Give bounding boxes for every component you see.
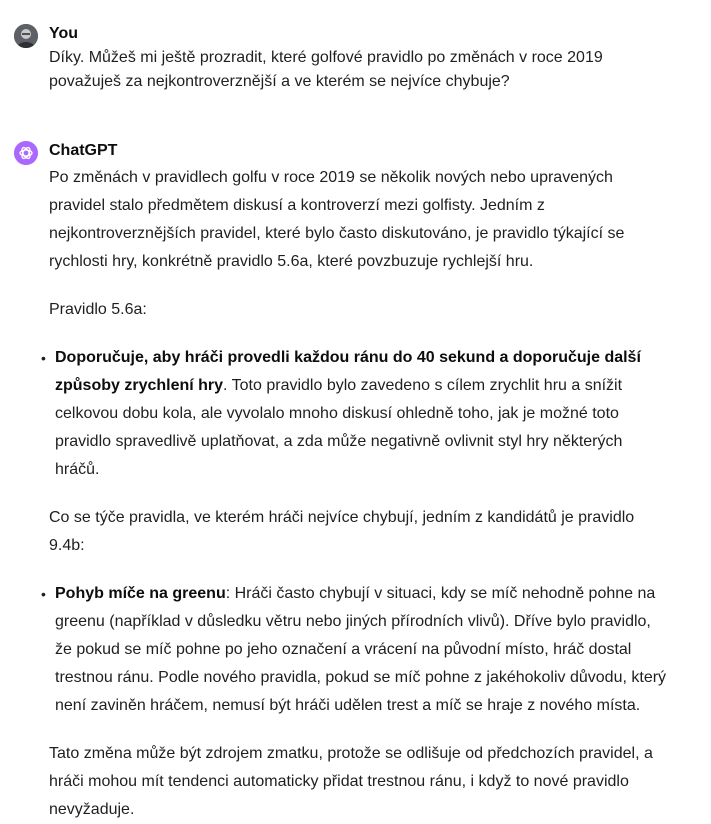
second-paragraph: Co se týče pravidla, ve kterém hráči nejvíce chybují, jedním z kandidátů je pravidlo 9.4b: <box>49 509 635 554</box>
user-message-text: Díky. Můžeš mi ještě prozradit, které golfové pravidlo po změnách v roce 2019 považuješ za nejkontroverznější a ve kterém se nejvíce chybuje? <box>49 49 603 90</box>
rule-5-6a-list <box>41 344 669 484</box>
bullet2-bold: Pohyb míče na greenu <box>55 585 226 602</box>
list-item <box>41 344 669 484</box>
bullet1-bold: Doporučuje, aby hráči provedli každou ránu do 40 sekund a doporučuje další způsoby zrychlení hry <box>55 349 641 394</box>
rule-label: Pravidlo 5.6a: <box>49 301 147 318</box>
user-avatar-icon <box>14 24 38 48</box>
list-item <box>41 580 669 720</box>
bullet-icon: • <box>41 350 46 366</box>
openai-logo-icon <box>14 141 38 165</box>
assistant-message <box>14 141 697 824</box>
assistant-message-body <box>41 164 669 824</box>
rule-9-4b-list <box>41 580 669 720</box>
bullet1-text: . Toto pravidlo bylo zavedeno s cílem zrychlit hru a snížit celkovou dobu kola, ale vyvolalo mnoho diskusí ohledně toho, jak je možné toto pravidlo spravedlivě uplatňovat, a zda může negativně ovlivnit styl hry některých hráčů. <box>55 377 623 478</box>
bullet-icon: • <box>41 586 46 602</box>
bullet2-text: : Hráči často chybují v situaci, kdy se míč nehodně pohne na greenu (například v důsledku větru nebo jiných přírodních vlivů). Dříve bylo pravidlo, že pokud se míč pohne po jeho označení a vrácení na původní místo, hráč dostal trestnou ránu. Podle nového pravidla, pokud se míč pohne z jakéhokoliv důvodu, který není zaviněn hráčem, nemusí být hráči udělen trest a míč se hraje z nového místa. <box>55 585 667 714</box>
user-message <box>14 24 697 104</box>
assistant-intro-paragraph: Po změnách v pravidlech golfu v roce 2019 se několik nových nebo upravených pravidel stalo předmětem diskusí a kontroverzí mezi golfisty. Jedním z nejkontroverznějších pravidel, které bylo často diskutováno, je pravidlo týkající se rychlosti hry, konkrétně pravidlo 5.6a, které povzbuzuje rychlejší hru. <box>49 169 625 270</box>
assistant-author-name: ChatGPT <box>49 142 118 159</box>
closing-paragraph: Tato změna může být zdrojem zmatku, protože se odlišuje od předchozích pravidel, a hráči mohou mít tendenci automaticky přidat trestnou ránu, i když to nové pravidlo nevyžaduje. <box>49 745 653 818</box>
user-author-name: You <box>49 25 79 42</box>
